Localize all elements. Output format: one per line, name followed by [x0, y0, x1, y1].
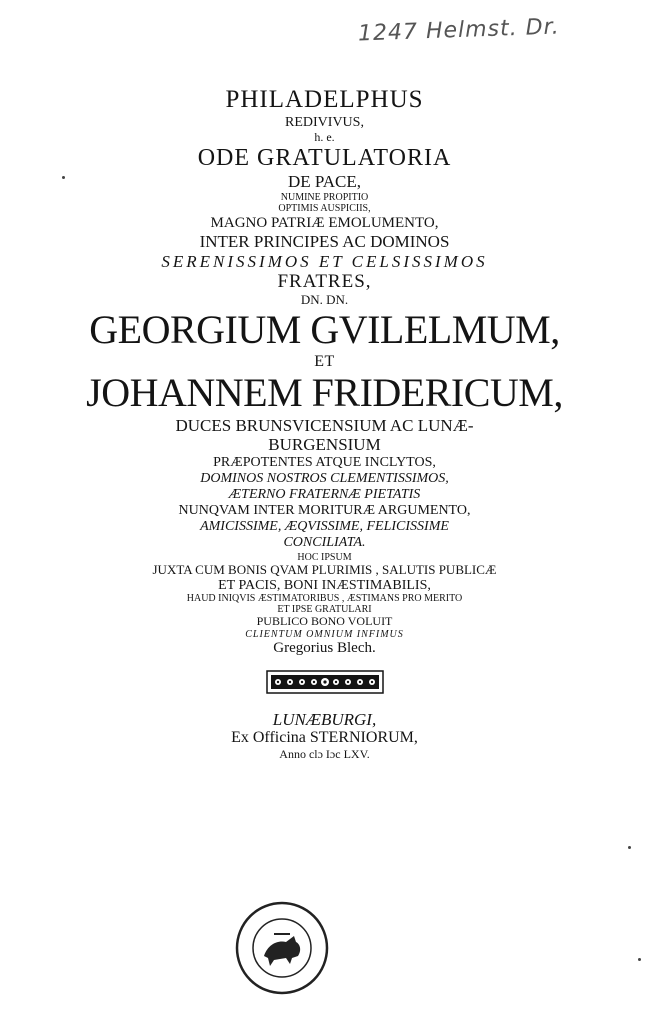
library-stamp-icon — [234, 900, 330, 996]
title-line-numine-propitio: NUMINE PROPITIO — [280, 191, 369, 203]
title-line-juxta: JUXTA CUM BONIS QVAM PLURIMIS , SALUTIS PUBLICÆ — [152, 562, 497, 578]
imprint-place: LUNÆBURGI, — [272, 709, 377, 729]
title-line-haud-iniqvis: HAUD INIQVIS ÆSTIMATORIBUS , ÆSTIMANS PRO MERITO — [186, 593, 463, 605]
imprint-printer: Ex Officina STERNIORUM, — [231, 729, 418, 747]
title-line-clientum: CLIENTUM OMNIUM INFIMUS — [245, 628, 404, 640]
title-line-dominos-nostros: DOMINOS NOSTROS CLEMENTISSIMOS, — [200, 471, 449, 487]
title-line-aeterno: ÆTERNO FRATERNÆ PIETATIS — [228, 487, 421, 503]
author-name: Gregorius Blech. — [273, 640, 376, 657]
title-line-de-pace: DE PACE, — [287, 172, 362, 192]
title-line-inter-principes: INTER PRINCIPES AC DOMINOS — [199, 232, 450, 252]
title-line-et-pacis: ET PACIS, BONI INÆSTIMABILIS, — [218, 577, 431, 593]
title-line-he: h. e. — [314, 129, 335, 144]
title-line-magno-patriae: MAGNO PATRIÆ EMOLUMENTO, — [210, 214, 439, 231]
title-line-et: ET — [314, 352, 335, 370]
imprint-year: Anno clɔ Iɔc LXV. — [279, 746, 370, 761]
printers-ornament-icon — [266, 670, 384, 694]
title-line-nunqvam: NUNQVAM INTER MORITURÆ ARGUMENTO, — [178, 503, 471, 519]
title-line-duces: DUCES BRUNSVICENSIUM AC LUNÆ- — [175, 415, 474, 435]
title-page — [0, 86, 649, 761]
title-line-publico-bono: PUBLICO BONO VOLUIT — [256, 614, 393, 629]
title-line-amicissime: AMICISSIME, ÆQVISSIME, FELICISSIME — [200, 519, 449, 535]
title-line-georgium: GEORGIUM GVILELMUM, — [89, 306, 560, 352]
title-line-dn-dn: DN. DN. — [300, 291, 349, 307]
manuscript-shelfmark-note: 1247 Helmst. Dr. — [357, 14, 561, 47]
title-line-ode-gratulatoria: ODE GRATULATORIA — [197, 144, 452, 171]
title-line-fratres: FRATRES, — [277, 271, 372, 293]
title-line-burgensium: BURGENSIUM — [268, 435, 381, 455]
title-line-redivivus: REDIVIVUS, — [285, 114, 364, 130]
title-line-et-ipse: ET IPSE GRATULARI — [277, 603, 372, 615]
title-line-conciliata: CONCILIATA. — [283, 535, 366, 551]
title-line-praepotentes: PRÆPOTENTES ATQUE INCLYTOS, — [213, 454, 436, 470]
title-line-serenissimos: SERENISSIMOS ET CELSISSIMOS — [161, 251, 488, 271]
title-line-hoc-ipsum: HOC IPSUM — [297, 551, 352, 563]
title-line-philadelphus: PHILADELPHUS — [225, 86, 424, 113]
title-line-johannem: JOHANNEM FRIDERICUM, — [86, 370, 563, 416]
title-line-optimis-auspiciis: OPTIMIS AUSPICIIS, — [278, 203, 371, 215]
